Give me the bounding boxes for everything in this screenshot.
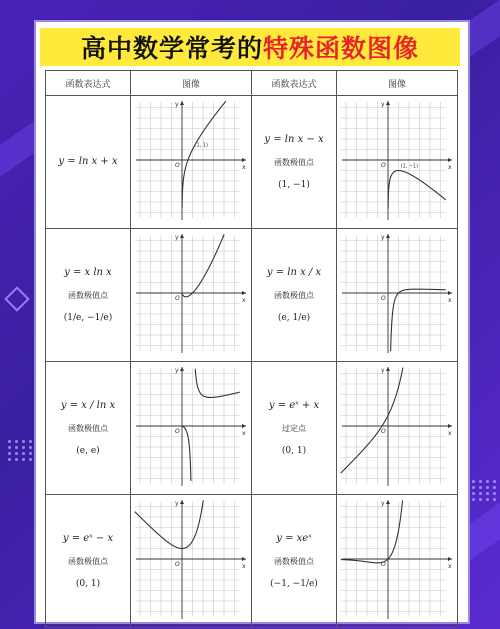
point-label: 函数极值点 [68, 557, 108, 566]
function-table [45, 70, 458, 628]
origin-label: O [381, 295, 386, 302]
header-graph: 图像 [337, 71, 458, 96]
x-axis-label: x [242, 297, 246, 304]
y-axis-label: y [381, 367, 385, 374]
header-graph: 图像 [131, 71, 252, 96]
x-axis-label: x [448, 563, 452, 570]
function-curve [135, 500, 204, 548]
graph-cell [131, 96, 252, 229]
formula-cell [46, 96, 131, 229]
deco-dots [8, 440, 34, 461]
function-graph [132, 496, 250, 622]
graph-cell [131, 495, 252, 628]
origin-label: O [175, 428, 180, 435]
title-part1: 高中数学常考的 [80, 34, 263, 63]
graph-cell [337, 96, 458, 229]
function-formula: y = x / ln x [60, 399, 116, 411]
x-axis-label: x [448, 164, 452, 171]
y-axis-arrow-icon [180, 234, 184, 238]
y-axis-arrow-icon [386, 234, 390, 238]
origin-label: O [381, 162, 386, 169]
x-axis-label: x [448, 297, 452, 304]
function-graph [132, 363, 250, 489]
x-axis-arrow-icon [448, 557, 452, 561]
point-value: (1, −1) [278, 180, 310, 190]
y-axis-label: y [381, 101, 385, 108]
origin-label: O [381, 428, 386, 435]
point-value: (1/e, −1/e) [63, 313, 113, 323]
function-curve [388, 171, 446, 209]
origin-label: O [175, 162, 180, 169]
function-formula: y = ln x + x [58, 156, 118, 168]
function-formula: y = x ln x [64, 266, 112, 278]
x-axis-arrow-icon [448, 158, 452, 162]
y-axis-arrow-icon [180, 101, 184, 105]
y-axis-arrow-icon [180, 367, 184, 371]
y-axis-arrow-icon [180, 500, 184, 504]
formula-cell [252, 229, 337, 362]
function-graph [338, 496, 456, 622]
graph-cell [337, 495, 458, 628]
x-axis-label: x [242, 563, 246, 570]
function-formula: y = xeˣ [276, 532, 312, 544]
point-label: 函数极值点 [68, 424, 108, 433]
x-axis-arrow-icon [448, 424, 452, 428]
y-axis-label: y [175, 234, 179, 241]
y-axis-label: y [175, 101, 179, 108]
formula-cell [46, 229, 131, 362]
x-axis-label: x [242, 164, 246, 171]
header-formula: 函数表达式 [252, 71, 337, 96]
function-curve [182, 369, 240, 481]
point-value: (−1, −1/e) [270, 579, 318, 589]
point-label: 函数极值点 [274, 291, 314, 300]
x-axis-arrow-icon [448, 291, 452, 295]
point-value: (e, e) [76, 446, 100, 456]
graph-cell [337, 229, 458, 362]
y-axis-label: y [175, 367, 179, 374]
origin-label: O [175, 295, 180, 302]
curve-annotation: (1, 1) [194, 142, 208, 149]
point-label: 函数极值点 [274, 557, 314, 566]
function-curve [391, 289, 446, 351]
y-axis-arrow-icon [386, 101, 390, 105]
graph-cell [337, 362, 458, 495]
function-formula: y = eˣ + x [268, 399, 320, 411]
header-formula: 函数表达式 [46, 71, 131, 96]
point-value: (e, 1/e) [277, 313, 311, 323]
point-value: (0, 1) [281, 446, 307, 456]
y-axis-arrow-icon [386, 367, 390, 371]
graph-cell [131, 229, 252, 362]
formula-cell [252, 96, 337, 229]
y-axis-label: y [381, 234, 385, 241]
point-label: 过定点 [282, 424, 306, 433]
function-formula: y = eˣ − x [62, 532, 114, 544]
function-formula: y = ln x − x [264, 133, 324, 145]
title-part2: 特殊函数图像 [263, 34, 420, 63]
formula-cell [252, 362, 337, 495]
function-formula: y = ln x / x [266, 266, 322, 278]
x-axis-label: x [242, 430, 246, 437]
deco-diamond-icon [4, 286, 29, 311]
x-axis-label: x [448, 430, 452, 437]
point-label: 函数极值点 [274, 158, 314, 167]
y-axis-label: y [381, 500, 385, 507]
formula-cell [46, 495, 131, 628]
function-graph [338, 363, 456, 489]
y-axis-label: y [175, 500, 179, 507]
point-value: (0, 1) [75, 579, 101, 589]
formula-cell [46, 362, 131, 495]
graph-cell [131, 362, 252, 495]
y-axis-arrow-icon [386, 500, 390, 504]
x-axis-arrow-icon [242, 291, 246, 295]
function-graph [338, 230, 456, 356]
function-graph [132, 97, 250, 223]
x-axis-arrow-icon [242, 158, 246, 162]
curve-annotation: (1, −1) [400, 163, 419, 170]
x-axis-arrow-icon [242, 557, 246, 561]
function-graph [338, 97, 456, 223]
function-curve [182, 101, 226, 208]
formula-cell [252, 495, 337, 628]
page-title [40, 28, 460, 66]
x-axis-arrow-icon [242, 424, 246, 428]
point-label: 函数极值点 [68, 291, 108, 300]
function-graph [132, 230, 250, 356]
origin-label: O [175, 561, 180, 568]
deco-dots [472, 480, 498, 501]
function-curve [341, 500, 403, 562]
origin-label: O [381, 561, 386, 568]
